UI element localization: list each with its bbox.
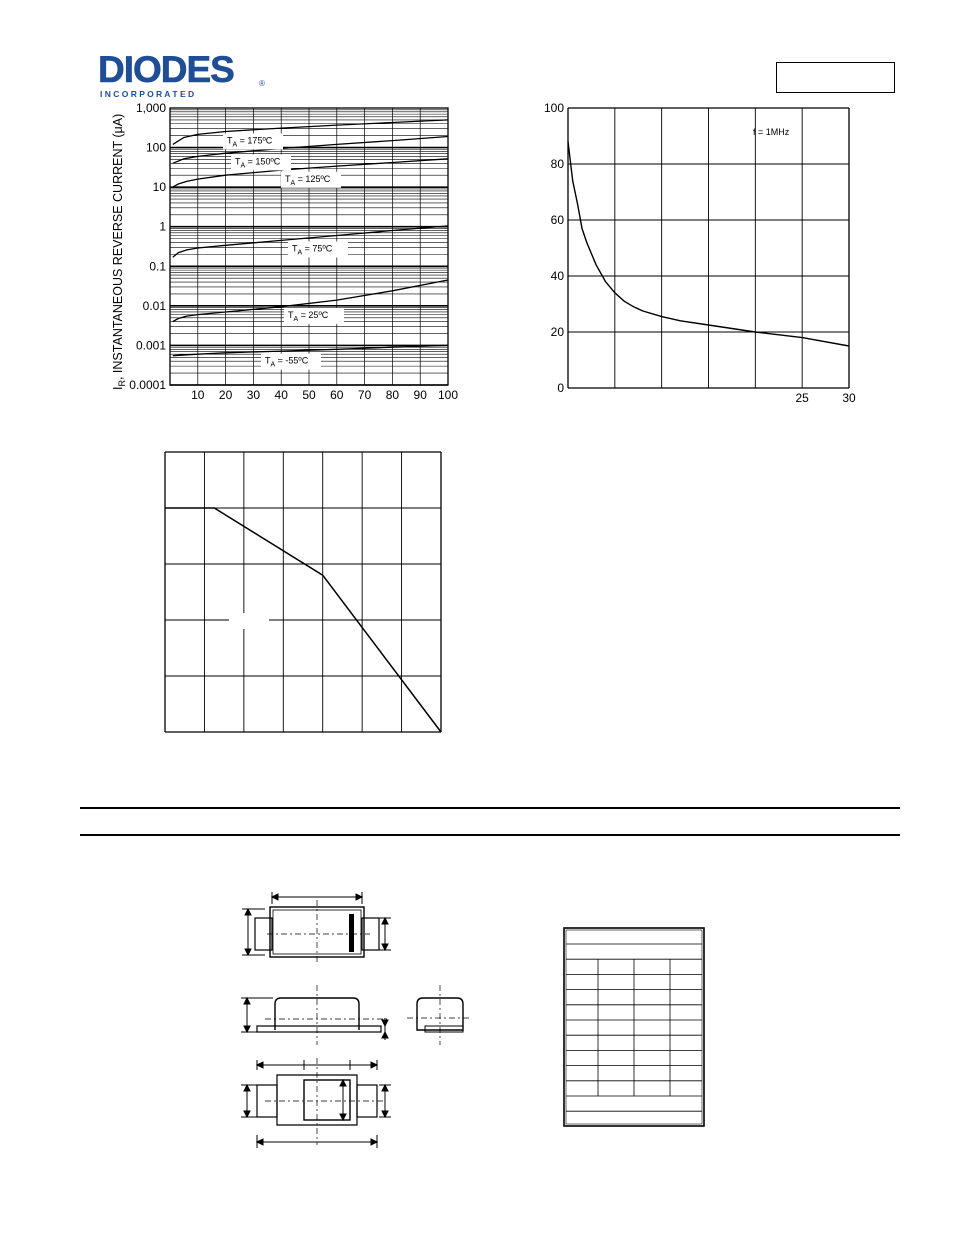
reverse-current-chart xyxy=(100,100,470,405)
y-tick-label: 80 xyxy=(550,157,564,171)
y-tick-label: 40 xyxy=(550,269,564,283)
series-label: $T_A$ = 75ºC xyxy=(292,243,333,257)
y-axis-label-main: , INSTANTANEOUS REVERSE CURRENT ( xyxy=(111,133,125,381)
section-rule-bottom xyxy=(80,834,900,836)
y-axis-label-unit: A) xyxy=(111,113,125,127)
capacitance-grid xyxy=(568,108,849,388)
y-tick-label: 1 xyxy=(159,219,166,234)
derating-label-mask xyxy=(229,613,269,629)
series-label: $T_A$ = 25ºC xyxy=(288,309,329,323)
reverse-current-plot xyxy=(100,100,470,405)
reverse-current-series-labels xyxy=(223,133,348,369)
y-tick-label: 0 xyxy=(557,381,564,395)
package-top-view xyxy=(242,892,391,964)
x-tick-label: 30 xyxy=(842,391,856,405)
derating-chart xyxy=(155,445,455,740)
cathode-band xyxy=(349,914,354,952)
package-outline-drawing xyxy=(235,880,485,1150)
y-tick-label: 60 xyxy=(550,213,564,227)
series-label: $T_A$ = 175ºC xyxy=(227,135,273,149)
part-number-box xyxy=(776,62,895,93)
dimensions-table xyxy=(560,924,710,1132)
package-side-view xyxy=(241,985,470,1045)
capacitance-frequency-annotation: f = 1MHz xyxy=(753,127,790,137)
series-label: $T_A$ = -55ºC xyxy=(265,355,309,369)
reverse-current-y-axis-label xyxy=(111,114,127,390)
x-tick-label: 80 xyxy=(385,388,400,402)
logo-registered-mark: ® xyxy=(259,79,265,88)
logo-wordmark: DIODES xyxy=(98,50,234,90)
x-tick-label: 50 xyxy=(302,388,316,402)
derating-grid xyxy=(165,452,441,732)
y-tick-label: 0.1 xyxy=(149,259,166,274)
x-tick-label: 40 xyxy=(274,388,288,402)
series-label: $T_A$ = 125ºC xyxy=(285,173,331,187)
x-tick-label: 20 xyxy=(218,388,233,402)
x-tick-label: 60 xyxy=(330,388,344,402)
y-tick-label: 10 xyxy=(152,180,166,195)
x-tick-label: 30 xyxy=(246,388,261,402)
y-axis-label-i: I xyxy=(111,386,125,390)
y-axis-label-mu: μ xyxy=(111,126,125,134)
x-tick-label: 10 xyxy=(191,388,205,402)
capacitance-plot xyxy=(535,100,865,405)
y-axis-label-sub: R xyxy=(117,380,127,387)
y-tick-label: 100 xyxy=(543,101,564,115)
capacitance-chart xyxy=(535,100,865,405)
y-tick-label: 1,000 xyxy=(135,101,166,115)
x-tick-label: 100 xyxy=(437,388,459,402)
section-rule-top xyxy=(80,807,900,809)
derating-plot xyxy=(155,445,455,740)
dimensions-table-grid xyxy=(560,924,710,1132)
logo-subtext: I N C O R P O R A T E D xyxy=(100,89,195,99)
series-label: $T_A$ = 150ºC xyxy=(235,156,281,170)
x-tick-label: 70 xyxy=(357,388,372,402)
x-tick-label: 25 xyxy=(795,391,809,405)
diodes-logo xyxy=(96,50,276,100)
x-tick-label: 90 xyxy=(413,388,427,402)
y-tick-label: 0.01 xyxy=(142,298,166,313)
package-footprint-view xyxy=(241,1058,391,1148)
y-tick-label: 100 xyxy=(145,140,166,155)
y-tick-label: 0.0001 xyxy=(129,378,166,392)
y-tick-label: 20 xyxy=(550,325,564,339)
y-tick-label: 0.001 xyxy=(135,338,166,353)
